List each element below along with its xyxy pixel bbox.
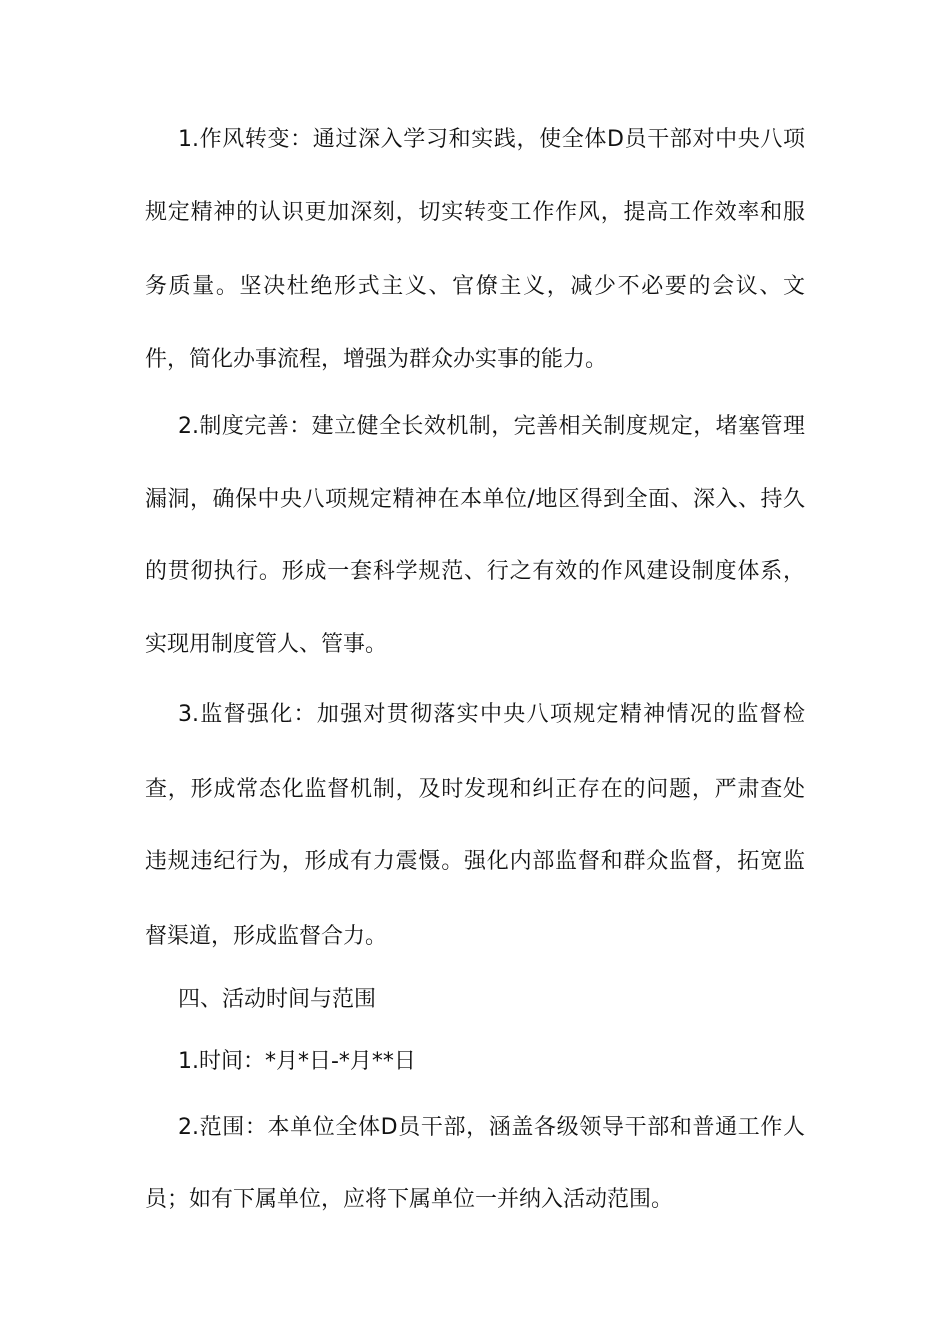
text-line: 务质量。坚决杜绝形式主义、官僚主义，减少不必要的会议、文	[145, 274, 805, 299]
text-line: 2.范围：本单位全体D员干部，涵盖各级领导干部和普通工作人	[178, 1115, 805, 1140]
text-line: 漏洞，确保中央八项规定精神在本单位/地区得到全面、深入、持久	[145, 487, 805, 512]
text-line: 实现用制度管人、管事。	[145, 632, 388, 657]
text-line: 查，形成常态化监督机制，及时发现和纠正存在的问题，严肃查处	[145, 777, 805, 802]
section-heading: 四、活动时间与范围	[178, 987, 377, 1012]
text-line: 3.监督强化：加强对贯彻落实中央八项规定精神情况的监督检	[178, 702, 805, 727]
text-line: 件，简化办事流程，增强为群众办实事的能力。	[145, 347, 608, 372]
text-line: 督渠道，形成监督合力。	[145, 924, 388, 949]
text-line: 2.制度完善：建立健全长效机制，完善相关制度规定，堵塞管理	[178, 414, 805, 439]
text-line: 违规违纪行为，形成有力震慑。强化内部监督和群众监督，拓宽监	[145, 849, 805, 874]
text-line: 员；如有下属单位，应将下属单位一并纳入活动范围。	[145, 1187, 674, 1212]
paragraph-time: 1.时间：*月*日-*月**日	[178, 1049, 416, 1074]
text-line: 规定精神的认识更加深刻，切实转变工作作风，提高工作效率和服	[145, 200, 805, 225]
text-line: 的贯彻执行。形成一套科学规范、行之有效的作风建设制度体系，	[145, 559, 805, 584]
text-line: 1.作风转变：通过深入学习和实践，使全体D员干部对中央八项	[178, 127, 805, 152]
